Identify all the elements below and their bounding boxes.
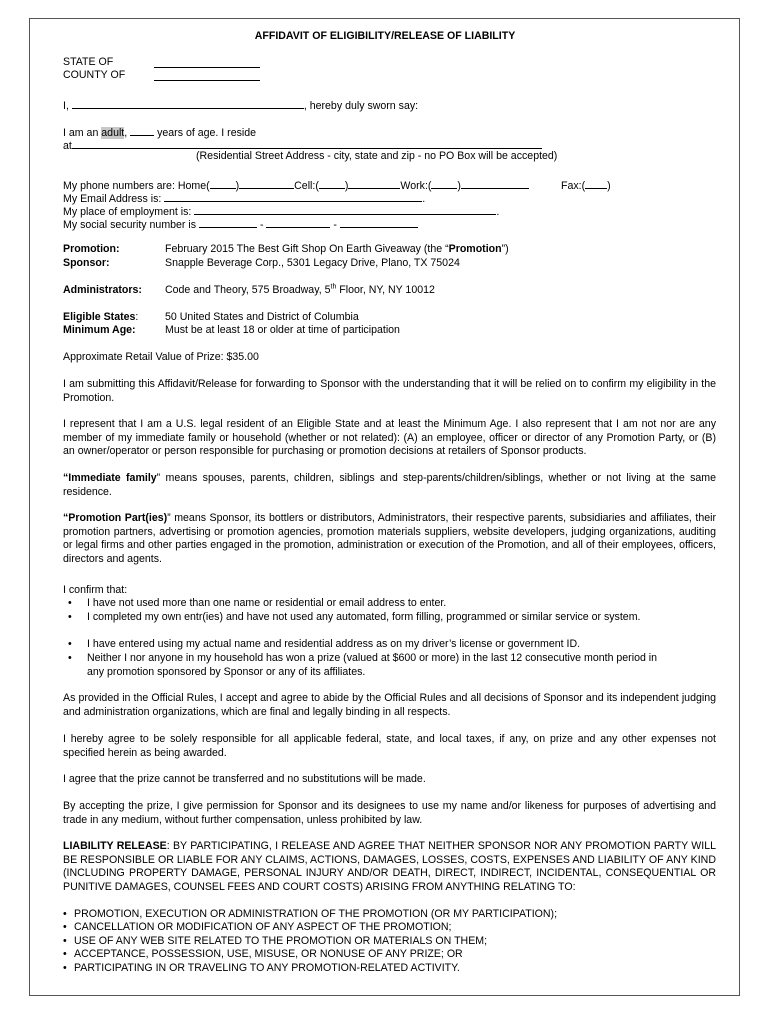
county-label: COUNTY OF bbox=[63, 69, 126, 81]
work-close: ) bbox=[457, 180, 461, 192]
confirm-label: I confirm that: bbox=[63, 584, 128, 596]
document-title: AFFIDAVIT OF ELIGIBILITY/RELEASE OF LIABILITY bbox=[254, 30, 516, 42]
paragraph-liability-release: LIABILITY RELEASE: BY PARTICIPATING, I RELEASE AND AGREE THAT NEITHER SPONSOR NOR ANY PROMOTION PARTY WILL BE RESPONSIBLE OR LIABLE FOR ANY CLAIMS, ACTIONS, DAMAGES, LOSSES, COSTS, EXPENSES AND LIABILITY OF ANY KIND (INCLUDING PROPERTY DAMAGE, PERSONAL INJURY AND/OR DEATH, DIRECT, INDIRECT, INCIDENTAL, CONSEQUENTIAL OR PUNITIVE DAMAGES, COUNSEL FEES AND COURT COSTS) ARISING FROM ANYTHING RELATING TO: bbox=[63, 840, 716, 893]
retail-value: Approximate Retail Value of Prize: $35.00 bbox=[63, 351, 259, 363]
work-label: Work:( bbox=[400, 180, 432, 192]
phone-label: My phone numbers are: Home( bbox=[63, 180, 210, 192]
ssn-field-3[interactable] bbox=[340, 216, 418, 228]
detail-value-administrators: Code and Theory, 575 Broadway, 5th Floor, NY, NY 10012 bbox=[165, 283, 435, 296]
address-caption: (Residential Street Address - city, state and zip - no PO Box will be accepted) bbox=[196, 150, 558, 162]
at-label: at bbox=[63, 140, 72, 152]
detail-label-administrators: Administrators: bbox=[63, 284, 142, 296]
address-field[interactable] bbox=[72, 137, 542, 149]
detail-value-eligible-states: 50 United States and District of Columbia bbox=[165, 311, 359, 323]
county-field[interactable] bbox=[154, 69, 260, 86]
email-label: My Email Address is: bbox=[63, 193, 162, 205]
email-field[interactable] bbox=[164, 190, 422, 202]
detail-label-sponsor: Sponsor: bbox=[63, 257, 110, 269]
paragraph-promotion-parties: “Promotion Part(ies)” means Sponsor, its bottlers or distributors, Administrators, their respective parents, subsidiaries and affiliates, their promotion partners, advertising or promotion agencies, promotion materials suppliers, website developers, judging organizations, auditing or legal firms and other parties engaged in the promotion, administration or execution of the Promotion, and all of their employees, officers, directors and agents. bbox=[63, 512, 716, 565]
age-suffix: years of age. I reside bbox=[154, 127, 257, 139]
phone-close: ) bbox=[235, 180, 240, 192]
home-phone-rest-field[interactable] bbox=[239, 177, 294, 189]
fax-line bbox=[561, 177, 611, 194]
age-field[interactable] bbox=[130, 124, 154, 136]
detail-label-eligible-states: Eligible States: bbox=[63, 311, 139, 323]
fax-field[interactable] bbox=[585, 177, 607, 189]
home-phone-field[interactable] bbox=[210, 177, 236, 189]
fax-close: ) bbox=[607, 180, 611, 192]
ssn-field-2[interactable] bbox=[266, 216, 330, 228]
state-label: STATE OF bbox=[63, 56, 114, 68]
paragraph-official-rules: As provided in the Official Rules, I accept and agree to abide by the Official Rules and all decisions of Sponsor and its independent judging and administration organizations, which are final and legally binding in all respects. bbox=[63, 692, 716, 718]
cell-label: Cell:( bbox=[294, 180, 319, 192]
employment-line: My place of employment is: . bbox=[63, 203, 499, 220]
employment-field[interactable] bbox=[194, 203, 496, 215]
cell-phone-field[interactable] bbox=[319, 177, 345, 189]
paragraph-immediate-family: “Immediate family” means spouses, parents, children, siblings and step-parents/children/siblings, whether or not living at the same residence. bbox=[63, 472, 716, 498]
detail-value-sponsor: Snapple Beverage Corp., 5301 Legacy Drive, Plano, TX 75024 bbox=[165, 257, 460, 269]
ssn-field-1[interactable] bbox=[199, 216, 257, 228]
ssn-line: My social security number is - - bbox=[63, 216, 418, 233]
fax-label: Fax:( bbox=[561, 180, 586, 192]
work-phone-field[interactable] bbox=[431, 177, 457, 189]
sworn-suffix: , hereby duly sworn say: bbox=[303, 100, 419, 112]
paragraph-transfer: I agree that the prize cannot be transferred and no substitutions will be made. bbox=[63, 773, 426, 785]
detail-value-minimum-age: Must be at least 18 or older at time of participation bbox=[165, 324, 400, 336]
paragraph-represent: I represent that I am a U.S. legal resident of an Eligible State and at least the Minimum Age. I also represent that I am not nor are any member of my immediate family or household (whether or not related): (A) an employee, officer or director of any Promotion Party, or (B) an owner/operator or person responsible for purchasing or promotion decisions at retailers of Sponsor products. bbox=[63, 418, 716, 457]
age-comma: , bbox=[124, 127, 131, 139]
paragraph-submitting: I am submitting this Affidavit/Release for forwarding to Sponsor with the understanding that it will be relied on to confirm my eligibility in the Promotion. bbox=[63, 378, 716, 404]
ssn-label: My social security number is bbox=[63, 219, 197, 231]
sworn-line bbox=[63, 97, 418, 114]
name-field[interactable] bbox=[72, 97, 304, 109]
detail-label-minimum-age: Minimum Age: bbox=[63, 324, 136, 336]
paragraph-likeness: By accepting the prize, I give permission for Sponsor and its designees to use my name and/or likeness for purposes of advertising and trade in any medium, without further compensation, unless prohibited by law. bbox=[63, 800, 716, 826]
employment-label: My place of employment is: bbox=[63, 206, 192, 218]
paragraph-taxes: I hereby agree to be solely responsible for all applicable federal, state, and local taxes, if any, on prize and any other expenses not specified herein as being awarded. bbox=[63, 733, 716, 759]
email-line: My Email Address is: . bbox=[63, 190, 425, 207]
cell-phone-rest-field[interactable] bbox=[348, 177, 400, 189]
cell-close: ) bbox=[344, 180, 349, 192]
work-phone-rest-field[interactable] bbox=[461, 177, 529, 189]
adult-highlight: adult bbox=[101, 127, 125, 139]
detail-value-promotion: February 2015 The Best Gift Shop On Earth Giveaway (the “Promotion”) bbox=[165, 243, 509, 255]
detail-label-promotion: Promotion: bbox=[63, 243, 120, 255]
sworn-prefix: I, bbox=[63, 100, 69, 112]
age-prefix: I am an bbox=[63, 127, 102, 139]
